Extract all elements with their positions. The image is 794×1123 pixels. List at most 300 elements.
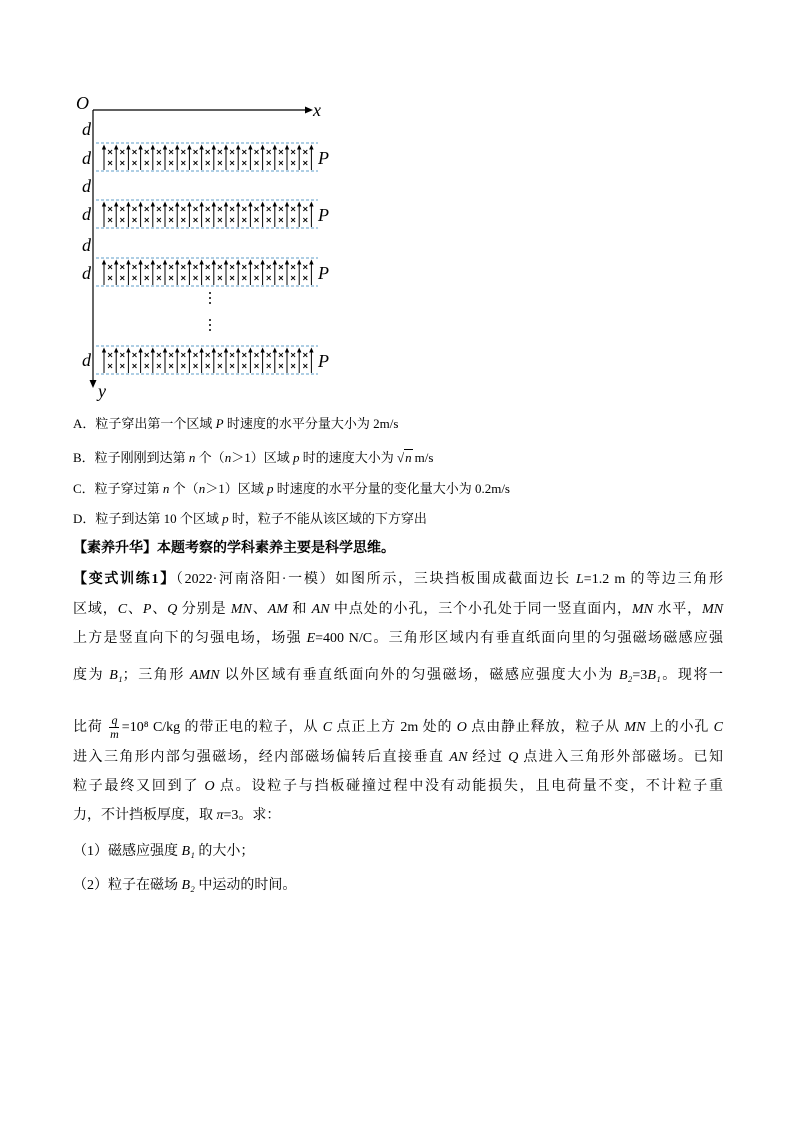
text-run: 时，粒子不能从该区域的下方穿出 <box>228 511 427 526</box>
electric-field-arrowhead <box>199 260 203 265</box>
magnetic-field-cross <box>169 364 173 368</box>
magnetic-field-cross <box>303 150 307 154</box>
text-run: 和 <box>287 602 312 617</box>
electric-field-arrowhead <box>285 145 289 150</box>
electric-field-arrowhead <box>138 145 142 150</box>
magnetic-field-cross <box>218 276 222 280</box>
electric-field-arrowhead <box>273 202 277 207</box>
electric-field-arrowhead <box>224 145 228 150</box>
math-variable: AN <box>311 602 330 617</box>
continuation-dot <box>209 319 211 321</box>
field-region-band <box>96 258 318 286</box>
electric-field-arrowhead <box>199 202 203 207</box>
text-run: 。现将一 <box>660 668 724 683</box>
electric-field-arrowhead <box>138 260 142 265</box>
magnetic-field-cross <box>157 161 161 165</box>
electric-field-arrowhead <box>309 202 313 207</box>
text-run: m/s <box>414 450 434 465</box>
magnetic-field-cross <box>194 207 198 211</box>
summary-note-line <box>73 539 395 559</box>
magnetic-field-cross <box>108 161 112 165</box>
text-run: ＞1）区域 <box>205 481 267 496</box>
magnetic-field-cross <box>218 207 222 211</box>
radicand: n <box>405 450 412 465</box>
d-spacing-label: d <box>82 176 91 196</box>
math-variable: B₂ <box>181 878 195 893</box>
magnetic-field-cross <box>120 265 124 269</box>
text-run: 比荷 <box>73 720 108 735</box>
magnetic-field-cross <box>194 218 198 222</box>
math-variable: n <box>198 481 206 496</box>
magnetic-field-cross <box>133 161 137 165</box>
d-spacing-label: d <box>82 350 91 370</box>
electric-field-arrowhead <box>199 348 203 353</box>
magnetic-field-cross <box>291 207 295 211</box>
math-variable: B₁ <box>181 844 195 859</box>
magnetic-field-cross <box>267 207 271 211</box>
problem-line <box>73 806 280 826</box>
magnetic-field-cross <box>255 218 259 222</box>
electric-field-arrowhead <box>114 348 118 353</box>
d-spacing-label: d <box>82 148 91 168</box>
magnetic-field-cross <box>169 265 173 269</box>
math-variable: MN <box>702 602 724 617</box>
magnetic-field-cross <box>267 218 271 222</box>
field-region-band <box>96 346 318 374</box>
magnetic-field-cross <box>291 161 295 165</box>
magnetic-field-cross <box>303 161 307 165</box>
magnetic-field-cross <box>279 161 283 165</box>
magnetic-field-cross <box>181 364 185 368</box>
magnetic-field-cross <box>230 276 234 280</box>
magnetic-field-cross <box>108 150 112 154</box>
electric-field-arrowhead <box>260 145 264 150</box>
electric-field-arrowhead <box>151 348 155 353</box>
magnetic-field-cross <box>133 218 137 222</box>
text-run: ＞1）区域 <box>231 450 293 465</box>
electric-field-arrowhead <box>151 260 155 265</box>
electric-field-arrowhead <box>151 145 155 150</box>
magnetic-field-cross <box>181 265 185 269</box>
magnetic-field-cross <box>145 161 149 165</box>
magnetic-field-cross <box>291 364 295 368</box>
magnetic-field-cross <box>218 265 222 269</box>
magnetic-field-cross <box>194 353 198 357</box>
magnetic-field-cross <box>230 218 234 222</box>
sub-question-2 <box>73 876 296 896</box>
magnetic-field-cross <box>133 265 137 269</box>
math-variable: AN <box>449 750 468 765</box>
electric-field-arrowhead <box>126 348 130 353</box>
magnetic-field-cross <box>181 207 185 211</box>
magnetic-field-cross <box>230 161 234 165</box>
electric-field-arrowhead <box>187 145 191 150</box>
magnetic-field-cross <box>108 218 112 222</box>
electric-field-arrowhead <box>224 202 228 207</box>
y-axis-label: y <box>98 381 106 401</box>
fraction-denominator: m <box>110 727 119 742</box>
magnetic-field-cross <box>267 150 271 154</box>
math-variable: π <box>216 808 224 823</box>
text-run: ；三角形 <box>122 668 190 683</box>
math-variable: Q <box>508 750 519 765</box>
magnetic-field-cross <box>267 364 271 368</box>
math-variable: MN <box>230 602 252 617</box>
text-run: 经过 <box>467 750 509 765</box>
x-axis-label: x <box>313 100 321 120</box>
magnetic-field-cross <box>279 353 283 357</box>
magnetic-field-cross <box>108 364 112 368</box>
magnetic-field-cross <box>169 276 173 280</box>
math-variable: p <box>266 481 274 496</box>
electric-field-arrowhead <box>187 260 191 265</box>
math-variable: Q <box>167 602 178 617</box>
magnetic-field-cross <box>242 207 246 211</box>
magnetic-field-cross <box>194 364 198 368</box>
text-run: 点由静止释放，粒子从 <box>466 720 625 735</box>
text-run: A．粒子穿出第一个区域 <box>73 416 216 431</box>
text-run: =1.2 m 的等边三角形 <box>583 572 723 587</box>
math-variable: E <box>306 631 316 646</box>
magnetic-field-cross <box>133 150 137 154</box>
magnetic-field-cross <box>206 161 210 165</box>
magnetic-field-cross <box>169 218 173 222</box>
magnetic-field-cross <box>279 276 283 280</box>
electric-field-arrowhead <box>114 145 118 150</box>
electric-field-arrowhead <box>309 145 313 150</box>
electric-field-arrowhead <box>224 348 228 353</box>
text-run: 时的速度大小为 <box>299 450 397 465</box>
magnetic-field-cross <box>145 150 149 154</box>
magnetic-field-cross <box>133 353 137 357</box>
magnetic-field-cross <box>206 207 210 211</box>
magnetic-field-cross <box>218 161 222 165</box>
magnetic-field-cross <box>120 150 124 154</box>
text-run: =3。求： <box>223 808 281 823</box>
magnetic-field-cross <box>255 276 259 280</box>
magnetic-field-cross <box>242 276 246 280</box>
magnetic-field-cross <box>206 218 210 222</box>
math-variable: C <box>713 720 723 735</box>
electric-field-arrowhead <box>248 202 252 207</box>
continuation-dot <box>209 302 211 304</box>
math-variable: p <box>292 450 300 465</box>
math-variable: P <box>142 602 152 617</box>
magnetic-field-cross <box>169 150 173 154</box>
math-variable: B₂ <box>618 668 633 683</box>
magnetic-field-cross <box>157 207 161 211</box>
magnetic-field-cross <box>120 364 124 368</box>
magnetic-field-cross <box>120 218 124 222</box>
magnetic-field-cross <box>303 265 307 269</box>
text-run: D．粒子到达第 10 个区域 <box>73 511 223 526</box>
electric-field-arrowhead <box>309 260 313 265</box>
electric-field-arrowhead <box>212 145 216 150</box>
magnetic-field-cross <box>242 265 246 269</box>
text-run: 以外区域有垂直纸面向外的匀强磁场，磁感应强度大小为 <box>219 668 619 683</box>
magnetic-field-cross <box>145 276 149 280</box>
magnetic-field-cross <box>303 276 307 280</box>
problem-line <box>73 777 723 797</box>
electric-field-arrowhead <box>212 202 216 207</box>
electric-field-arrowhead <box>236 202 240 207</box>
magnetic-field-cross <box>157 218 161 222</box>
magnetic-field-cross <box>181 161 185 165</box>
continuation-dot <box>209 297 211 299</box>
magnetic-field-cross <box>267 161 271 165</box>
math-variable: AM <box>267 602 288 617</box>
electric-field-arrowhead <box>297 145 301 150</box>
electric-field-arrowhead <box>248 145 252 150</box>
text-run: 度为 <box>73 668 110 683</box>
option-a-line <box>73 414 398 434</box>
math-variable: MN <box>631 602 653 617</box>
magnetic-field-cross <box>108 265 112 269</box>
electric-field-arrowhead <box>273 348 277 353</box>
magnetic-field-cross <box>145 265 149 269</box>
magnetic-field-cross <box>291 265 295 269</box>
magnetic-field-cross <box>267 276 271 280</box>
magnetic-field-cross <box>181 353 185 357</box>
text-run: 时速度的水平分量的变化量大小为 0.2m/s <box>273 481 510 496</box>
electric-field-arrowhead <box>199 145 203 150</box>
magnetic-field-cross <box>255 353 259 357</box>
electric-field-arrowhead <box>297 348 301 353</box>
electric-field-arrowhead <box>260 202 264 207</box>
text-run: 上方是竖直向下的匀强电场，场强 <box>73 631 307 646</box>
continuation-dot <box>209 324 211 326</box>
text-run: 、 <box>127 602 143 617</box>
electric-field-arrowhead <box>248 348 252 353</box>
magnetic-field-cross <box>255 265 259 269</box>
magnetic-field-cross <box>255 207 259 211</box>
d-spacing-label: d <box>82 119 91 139</box>
electric-field-arrowhead <box>273 260 277 265</box>
region-p-label: P <box>318 205 329 225</box>
region-p-label: P <box>318 148 329 168</box>
magnetic-field-cross <box>194 161 198 165</box>
electric-field-arrowhead <box>138 202 142 207</box>
magnetic-field-cross <box>255 364 259 368</box>
problem-line <box>73 713 723 743</box>
math-variable: n <box>162 481 170 496</box>
magnetic-field-cross <box>218 218 222 222</box>
electric-field-arrowhead <box>297 202 301 207</box>
magnetic-field-cross <box>206 150 210 154</box>
highlight-label: 【素养升华】本题考察的学科素养主要是科学思维。 <box>73 541 395 556</box>
magnetic-field-cross <box>108 207 112 211</box>
electric-field-arrowhead <box>175 260 179 265</box>
math-variable: B₁ <box>109 668 123 683</box>
text-run: 时速度的水平分量大小为 2m/s <box>223 416 399 431</box>
math-variable: n <box>188 450 196 465</box>
magnetic-field-cross <box>242 150 246 154</box>
text-run: 、 <box>251 602 268 617</box>
math-variable: L <box>576 572 584 587</box>
electric-field-arrowhead <box>163 145 167 150</box>
magnetic-field-cross <box>194 150 198 154</box>
continuation-dot <box>209 329 211 331</box>
magnetic-field-cross <box>218 150 222 154</box>
text-run: 点。设粒子与挡板碰撞过程中没有动能损失，且电荷量不变，不计粒子重 <box>214 779 724 794</box>
electric-field-arrowhead <box>187 348 191 353</box>
math-variable: P <box>215 416 224 431</box>
field-region-band <box>96 200 318 228</box>
magnetic-field-cross <box>303 207 307 211</box>
field-region-band <box>96 143 318 171</box>
electric-field-arrowhead <box>126 260 130 265</box>
text-run: 、 <box>151 602 168 617</box>
math-variable: C <box>117 602 128 617</box>
magnetic-field-cross <box>157 265 161 269</box>
magnetic-field-cross <box>145 218 149 222</box>
magnetic-field-cross <box>230 150 234 154</box>
fraction-numerator: q <box>111 713 118 728</box>
magnetic-field-cross <box>303 218 307 222</box>
text-run: 粒子最终又回到了 <box>73 779 205 794</box>
problem-line <box>73 570 723 590</box>
electric-field-arrowhead <box>138 348 142 353</box>
magnetic-field-cross <box>206 265 210 269</box>
origin-label: O <box>76 93 89 113</box>
d-spacing-label: d <box>82 235 91 255</box>
magnetic-field-cross <box>242 218 246 222</box>
magnetic-field-cross <box>279 207 283 211</box>
magnetic-field-cross <box>279 150 283 154</box>
option-c-line <box>73 479 510 499</box>
magnetic-field-cross <box>157 353 161 357</box>
x-axis-arrowhead <box>305 107 313 114</box>
magnetic-field-cross <box>303 353 307 357</box>
magnetic-field-cross <box>169 161 173 165</box>
text-run: 的大小； <box>194 844 255 859</box>
field-regions-diagram <box>0 0 400 410</box>
option-b-line <box>73 448 433 468</box>
magnetic-field-cross <box>267 265 271 269</box>
electric-field-arrowhead <box>126 145 130 150</box>
text-run: 区域， <box>73 602 118 617</box>
sub-question-1 <box>73 842 254 862</box>
electric-field-arrowhead <box>163 260 167 265</box>
electric-field-arrowhead <box>175 145 179 150</box>
magnetic-field-cross <box>108 353 112 357</box>
magnetic-field-cross <box>255 161 259 165</box>
electric-field-arrowhead <box>151 202 155 207</box>
magnetic-field-cross <box>255 150 259 154</box>
text-run: （2022·河南洛阳·一模）如图所示，三块挡板围成截面边长 <box>175 572 576 587</box>
text-run: 分别是 <box>177 602 231 617</box>
magnetic-field-cross <box>230 207 234 211</box>
field-bands-layer <box>96 143 318 374</box>
text-run: 个（ <box>169 481 199 496</box>
magnetic-field-cross <box>291 353 295 357</box>
electric-field-arrowhead <box>236 348 240 353</box>
electric-field-arrowhead <box>285 260 289 265</box>
magnetic-field-cross <box>120 207 124 211</box>
text-run: 上的小孔 <box>645 720 714 735</box>
magnetic-field-cross <box>303 364 307 368</box>
electric-field-arrowhead <box>236 260 240 265</box>
text-run: 中点处的小孔，三个小孔处于同一竖直面内， <box>329 602 632 617</box>
radical-sign: √ <box>396 450 405 465</box>
math-variable: AMN <box>190 668 220 683</box>
magnetic-field-cross <box>230 364 234 368</box>
magnetic-field-cross <box>242 353 246 357</box>
region-p-label: P <box>318 351 329 371</box>
math-variable: MN <box>624 720 646 735</box>
text-run: （2）粒子在磁场 <box>73 878 182 893</box>
magnetic-field-cross <box>242 364 246 368</box>
text-run: 点进入三角形外部磁场。已知 <box>518 750 724 765</box>
sqrt-expression <box>397 450 415 465</box>
magnetic-field-cross <box>206 353 210 357</box>
text-run: 中运动的时间。 <box>194 878 297 893</box>
magnetic-field-cross <box>206 364 210 368</box>
region-p-label: P <box>318 263 329 283</box>
math-variable: O <box>204 779 215 794</box>
continuation-dots <box>209 292 211 331</box>
text-run: 个（ <box>195 450 225 465</box>
electric-field-arrowhead <box>114 260 118 265</box>
magnetic-field-cross <box>279 265 283 269</box>
problem-line <box>73 629 723 649</box>
math-variable: n <box>224 450 232 465</box>
magnetic-field-cross <box>133 276 137 280</box>
d-spacing-label: d <box>82 204 91 224</box>
electric-field-arrowhead <box>260 348 264 353</box>
magnetic-field-cross <box>157 150 161 154</box>
magnetic-field-cross <box>242 161 246 165</box>
magnetic-field-cross <box>108 276 112 280</box>
y-axis-arrowhead <box>90 380 97 388</box>
electric-field-arrowhead <box>102 260 106 265</box>
text-run: （1）磁感应强度 <box>73 844 182 859</box>
text-run: =3 <box>632 668 648 683</box>
electric-field-arrowhead <box>163 348 167 353</box>
magnetic-field-cross <box>120 161 124 165</box>
text-run: =400 N/C。三角形区域内有垂直纸面向里的匀强磁场磁感应强 <box>315 631 724 646</box>
d-spacing-label: d <box>82 263 91 283</box>
electric-field-arrowhead <box>102 348 106 353</box>
math-variable: C <box>322 720 333 735</box>
electric-field-arrowhead <box>212 260 216 265</box>
electric-field-arrowhead <box>114 202 118 207</box>
magnetic-field-cross <box>145 364 149 368</box>
electric-field-arrowhead <box>236 145 240 150</box>
magnetic-field-cross <box>145 207 149 211</box>
magnetic-field-cross <box>120 276 124 280</box>
magnetic-field-cross <box>230 265 234 269</box>
magnetic-field-cross <box>279 218 283 222</box>
text-run: B．粒子刚刚到达第 <box>73 450 189 465</box>
option-d-line <box>73 509 427 529</box>
electric-field-arrowhead <box>224 260 228 265</box>
text-run: 力，不计挡板厚度，取 <box>73 808 217 823</box>
magnetic-field-cross <box>133 364 137 368</box>
magnetic-field-cross <box>145 353 149 357</box>
electric-field-arrowhead <box>273 145 277 150</box>
text-run: 进入三角形内部匀强磁场，经内部磁场偏转后直接垂直 <box>73 750 450 765</box>
magnetic-field-cross <box>194 276 198 280</box>
fraction <box>108 714 121 741</box>
magnetic-field-cross <box>157 276 161 280</box>
highlight-label: 【变式训练1】 <box>73 572 176 587</box>
electric-field-arrowhead <box>102 202 106 207</box>
magnetic-field-cross <box>230 353 234 357</box>
problem-line <box>73 666 723 686</box>
electric-field-arrowhead <box>212 348 216 353</box>
electric-field-arrowhead <box>248 260 252 265</box>
